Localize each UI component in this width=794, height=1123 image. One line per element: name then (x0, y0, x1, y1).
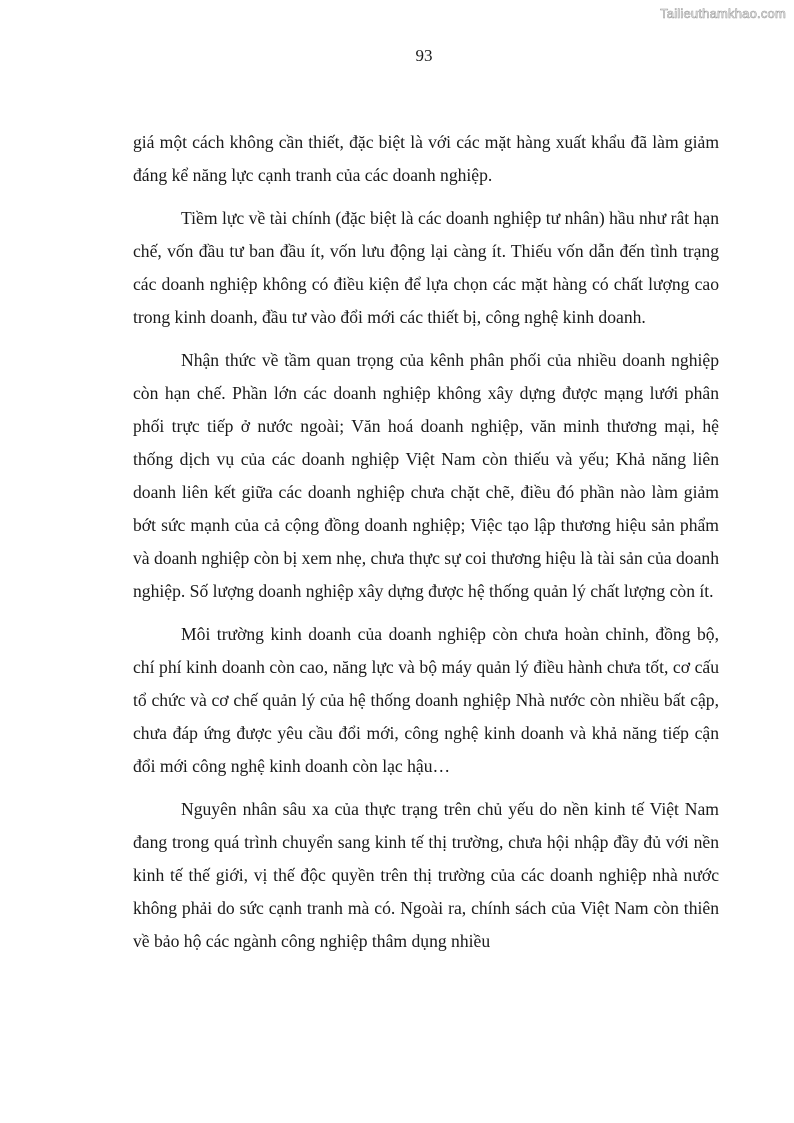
document-body (133, 126, 719, 968)
paragraph-business-environment: Môi trường kinh doanh của doanh nghiệp còn chưa hoàn chỉnh, đồng bộ, chí phí kinh doanh còn cao, năng lực và bộ máy quản lý điều hành chưa tốt, cơ cấu tổ chức và cơ chế quản lý của hệ thống doanh nghiệp Nhà nước còn nhiều bất cập, chưa đáp ứng được yêu cầu đổi mới, công nghệ kinh doanh và khả năng tiếp cận đổi mới công nghệ kinh doanh còn lạc hậu… (133, 624, 719, 776)
paragraph-continuation: giá một cách không cần thiết, đặc biệt là với các mặt hàng xuất khẩu đã làm giảm đáng kể năng lực cạnh tranh của các doanh nghiệp. (133, 132, 719, 185)
watermark-text: Tailieuthamkhao.com (660, 6, 786, 21)
paragraph-financial-capacity: Tiềm lực về tài chính (đặc biệt là các doanh nghiệp tư nhân) hầu như rât hạn chế, vốn đầu tư ban đầu ít, vốn lưu động lại càng ít. Thiếu vốn dẫn đến tình trạng các doanh nghiệp không có điều kiện để lựa chọn các mặt hàng có chất lượng cao trong kinh doanh, đầu tư vào đổi mới các thiết bị, công nghệ kinh doanh. (133, 208, 719, 327)
paragraph-distribution-channel: Nhận thức về tầm quan trọng của kênh phân phối của nhiều doanh nghiệp còn hạn chế. Phần lớn các doanh nghiệp không xây dựng được mạng lưới phân phối trực tiếp ở nước ngoài; Văn hoá doanh nghiệp, văn minh thương mại, hệ thống dịch vụ của các doanh nghiệp Việt Nam còn thiếu và yếu; Khả năng liên doanh liên kết giữa các doanh nghiệp chưa chặt chẽ, điều đó phần nào làm giảm bớt sức mạnh của cả cộng đồng doanh nghiệp; Việc tạo lập thương hiệu sản phẩm và doanh nghiệp còn bị xem nhẹ, chưa thực sự coi thương hiệu là tài sản của doanh nghiệp. Số lượng doanh nghiệp xây dựng được hệ thống quản lý chất lượng còn ít. (133, 350, 719, 601)
page-number: 93 (415, 46, 433, 65)
paragraph-root-cause: Nguyên nhân sâu xa của thực trạng trên chủ yếu do nền kinh tế Việt Nam đang trong quá trình chuyển sang kinh tế thị trường, chưa hội nhập đầy đủ với nền kinh tế thế giới, vị thế độc quyền trên thị trường của các doanh nghiệp nhà nước không phải do sức cạnh tranh mà có. Ngoài ra, chính sách của Việt Nam còn thiên về bảo hộ các ngành công nghiệp thâm dụng nhiều (133, 799, 719, 951)
